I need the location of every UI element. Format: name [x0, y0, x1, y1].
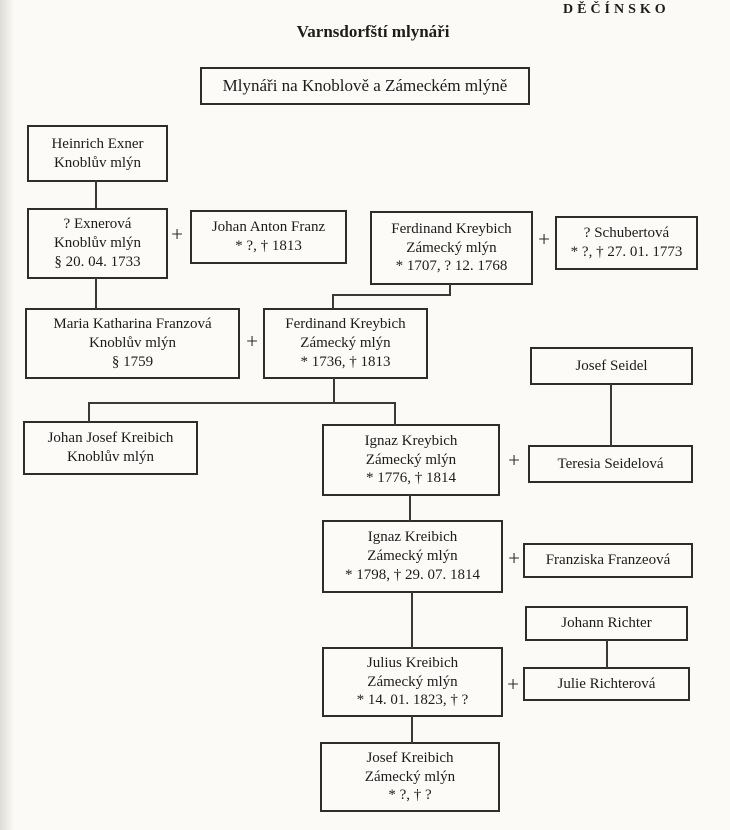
connector-to-ignaz-1776 [394, 402, 396, 425]
connector-gen4-branch [88, 402, 396, 404]
person-dates: § 20. 04. 1733 [54, 253, 141, 270]
person-mill: Zámecký mlýn [406, 239, 497, 256]
person-dates: * 14. 01. 1823, † ? [356, 692, 469, 709]
person-box-ferdinand-kreybich-sr [370, 211, 533, 285]
person-mill: Zámecký mlýn [365, 451, 457, 468]
person-name: Johann Richter [561, 615, 652, 632]
person-name: ? Schubertová [583, 225, 670, 242]
connector-to-ferdinandjr [332, 294, 334, 309]
person-box-julie-richterova [523, 667, 690, 701]
person-dates: * 1776, † 1814 [366, 470, 456, 487]
connector-to-johan-josef [88, 402, 90, 422]
connector-ignaz1798-to-julius [411, 592, 413, 648]
person-dates: § 1759 [111, 353, 154, 370]
person-name: Ferdinand Kreybich [285, 316, 406, 333]
person-name: Josef Kreibich [366, 749, 454, 766]
person-box-ferdinand-kreybich-jr [263, 308, 428, 379]
person-mill: Knoblův mlýn [66, 449, 155, 465]
connector-ferdinandjr-stem [333, 378, 335, 404]
person-mill: Zámecký mlýn [367, 673, 458, 690]
mill-group-box [200, 67, 530, 105]
person-name: Julie Richterová [557, 675, 656, 692]
person-box-josef-kreibich [320, 742, 500, 812]
person-name: Julius Kreibich [366, 654, 459, 671]
person-box-teresia-seidelova [528, 445, 693, 483]
person-dates: * ?, † 1813 [235, 238, 302, 254]
person-box-johan-josef-kreibich [23, 421, 198, 475]
person-mill: Knoblův mlýn [88, 335, 177, 352]
union-plus: + [246, 329, 258, 353]
person-name: Josef Seidel [575, 357, 648, 374]
person-box-franziska-franzeova [523, 543, 693, 578]
union-plus: + [507, 672, 519, 696]
person-name: Ignaz Kreibich [367, 529, 458, 546]
person-box-josef-seidel [530, 347, 693, 385]
connector-seidel-to-teresia [610, 384, 612, 446]
person-box-ignaz-kreibich-1798 [322, 520, 503, 593]
union-plus: + [508, 546, 520, 570]
person-mill: Zámecký mlýn [300, 335, 391, 352]
person-box-johann-richter [525, 606, 688, 641]
region-label: DĚČÍNSKO [563, 2, 670, 17]
person-name: Heinrich Exner [51, 135, 144, 152]
person-box-maria-katharina-franzova [25, 308, 240, 379]
connector-heinrich-to-exnerova [95, 181, 97, 209]
person-mill: Zámecký mlýn [364, 768, 456, 785]
person-name: Ferdinand Kreybich [391, 220, 512, 237]
person-dates: * ?, † 27. 01. 1773 [570, 244, 683, 260]
union-plus: + [538, 227, 550, 251]
person-name: Johan Anton Franz [211, 219, 326, 236]
union-plus: + [508, 448, 520, 472]
page-title: Varnsdorfští mlynáři [296, 22, 450, 41]
person-name: ? Exnerová [63, 216, 132, 233]
person-box-schubertova [555, 216, 698, 270]
person-box-ignaz-kreybich-1776 [322, 424, 500, 496]
union-plus: + [171, 222, 183, 246]
person-name: Ignaz Kreybich [364, 432, 458, 449]
person-mill: Zámecký mlýn [367, 548, 458, 565]
person-box-johan-anton-franz [190, 210, 347, 264]
connector-ferdinandsr-elbow [332, 294, 451, 296]
person-box-heinrich-exner [27, 125, 168, 182]
mill-group-label: Mlynáři na Knoblově a Zámeckém mlýně [222, 76, 508, 96]
person-box-julius-kreibich [322, 647, 503, 717]
person-name: Maria Katharina Franzová [53, 316, 212, 333]
connector-richter-to-julie [606, 640, 608, 668]
person-box-exnerova [27, 208, 168, 279]
connector-julius-to-josef [411, 716, 413, 743]
person-mill: Knoblův mlýn [53, 235, 142, 252]
person-dates: * ?, † ? [388, 787, 432, 804]
person-name: Teresia Seidelová [557, 455, 664, 472]
person-dates: * 1707, ? 12. 1768 [395, 258, 508, 275]
connector-exnerova-to-maria [95, 278, 97, 309]
person-name: Johan Josef Kreibich [47, 430, 174, 447]
person-mill: Knoblův mlýn [53, 154, 142, 171]
connector-ignaz1776-to-ignaz1798 [409, 495, 411, 521]
person-dates: * 1798, † 29. 07. 1814 [345, 566, 480, 583]
person-name: Franziska Franzeová [545, 552, 671, 569]
person-dates: * 1736, † 1813 [300, 353, 391, 370]
